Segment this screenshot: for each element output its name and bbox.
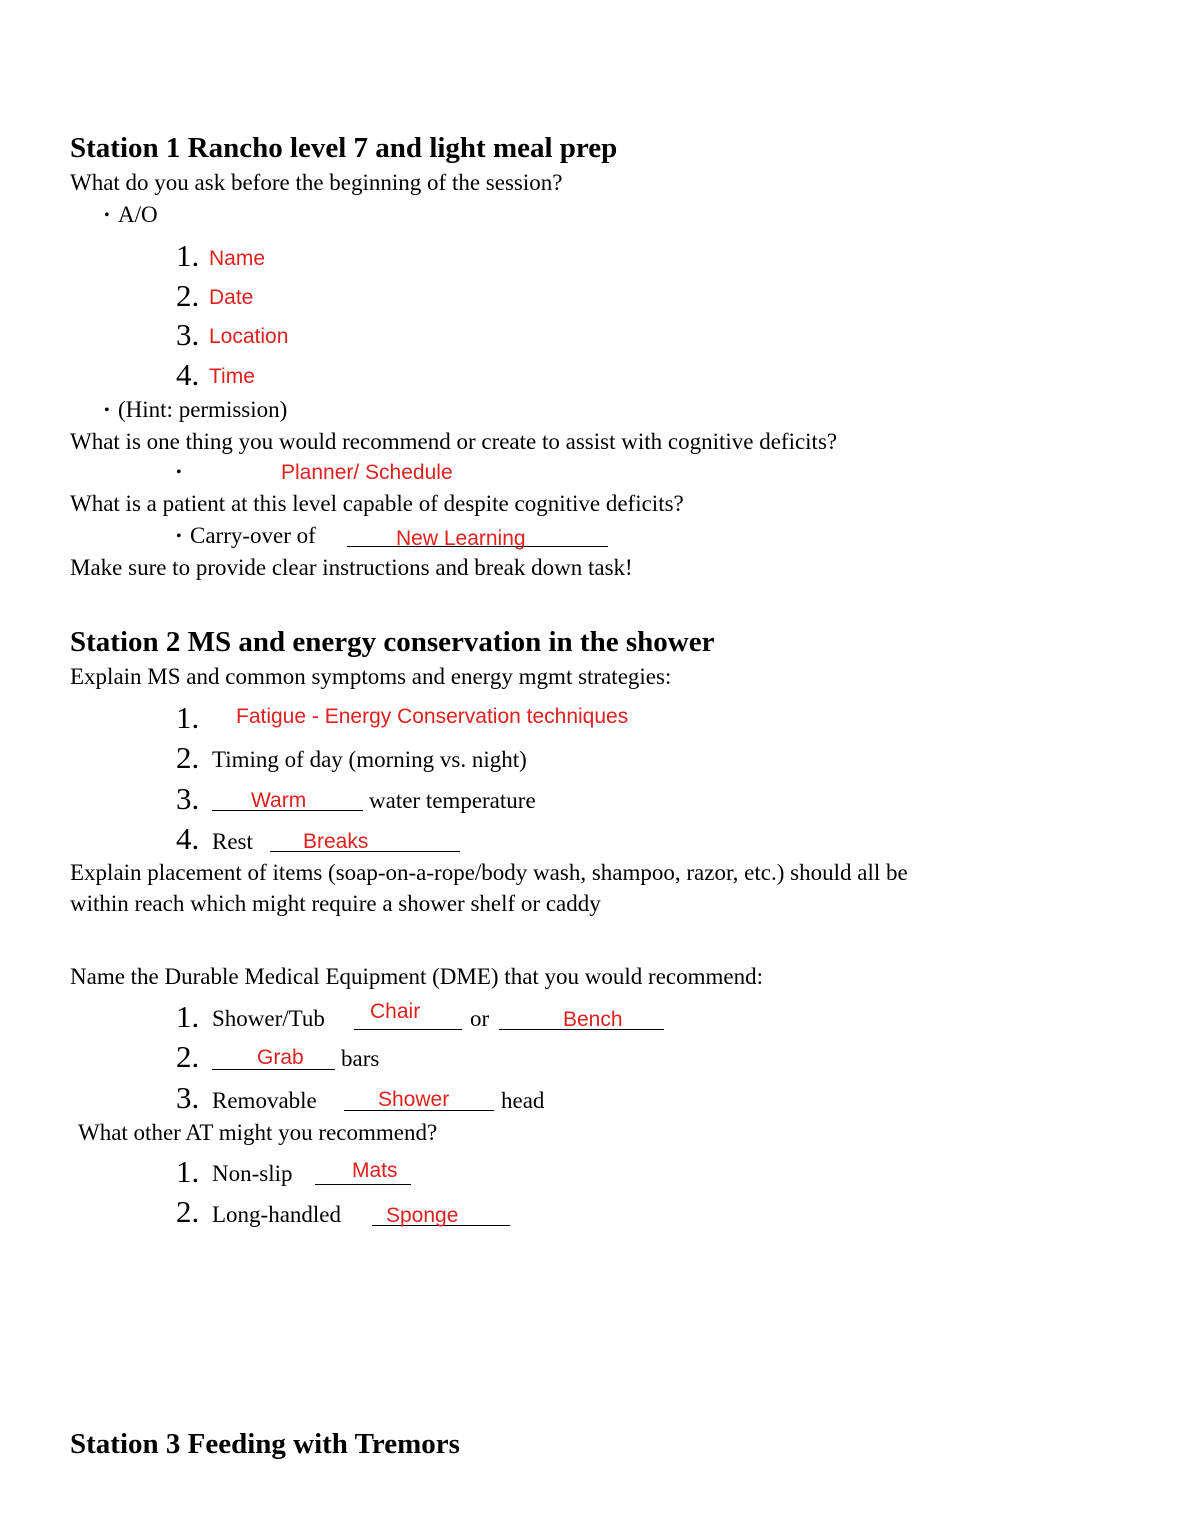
carry-over-label: Carry-over of bbox=[190, 523, 316, 548]
ms-item-rest: Rest bbox=[212, 829, 253, 854]
placement-text-line1: Explain placement of items (soap-on-a-rope/body wash, shampoo, razor, etc.) should all be bbox=[70, 860, 908, 885]
carry-over-answer: New Learning bbox=[396, 527, 526, 550]
at-answer-mats: Mats bbox=[352, 1159, 398, 1182]
at-item-number: 1. bbox=[176, 1154, 200, 1189]
answer-blank bbox=[212, 1069, 335, 1070]
ms-item-water-temperature: water temperature bbox=[369, 788, 536, 813]
dme-question: Name the Durable Medical Equipment (DME) that you would recommend: bbox=[70, 964, 763, 989]
dme-item-number: 3. bbox=[176, 1080, 200, 1115]
ms-item-number: 3. bbox=[176, 781, 200, 816]
ao-item-number: 4. bbox=[176, 357, 200, 392]
bullet-icon: • bbox=[176, 464, 182, 481]
station2-heading: Station 2 MS and energy conservation in the shower bbox=[70, 626, 715, 658]
at-question: What other AT might you recommend? bbox=[78, 1120, 438, 1145]
ao-label: A/O bbox=[118, 202, 158, 227]
hint-text: (Hint: permission) bbox=[118, 397, 288, 422]
dme-item-number: 1. bbox=[176, 999, 200, 1034]
ms-item-number: 2. bbox=[176, 740, 200, 775]
dme-answer-grab: Grab bbox=[257, 1046, 304, 1069]
station3-heading: Station 3 Feeding with Tremors bbox=[70, 1428, 460, 1460]
station1-question-cognitive: What is one thing you would recommend or create to assist with cognitive deficits? bbox=[70, 429, 838, 454]
ao-item-number: 2. bbox=[176, 278, 200, 313]
placement-text-line2: within reach which might require a shower shelf or caddy bbox=[70, 891, 601, 916]
at-long-handled-label: Long-handled bbox=[212, 1202, 342, 1227]
ms-answer-warm: Warm bbox=[251, 789, 307, 812]
dme-shower-tub-label: Shower/Tub bbox=[212, 1006, 325, 1031]
ms-item-number: 1. bbox=[176, 700, 200, 735]
station2-question-ms: Explain MS and common symptoms and energy mgmt strategies: bbox=[70, 664, 672, 689]
bullet-icon: • bbox=[104, 402, 110, 419]
bullet-icon: • bbox=[104, 207, 110, 224]
at-answer-sponge: Sponge bbox=[386, 1204, 459, 1227]
bullet-icon: • bbox=[176, 528, 182, 545]
at-item-number: 2. bbox=[176, 1194, 200, 1229]
dme-bars-label: bars bbox=[341, 1046, 380, 1071]
dme-answer-shower: Shower bbox=[378, 1088, 450, 1111]
dme-item-number: 2. bbox=[176, 1039, 200, 1074]
ms-answer-fatigue: Fatigue - Energy Conservation techniques bbox=[236, 705, 629, 728]
cognitive-answer: Planner/ Schedule bbox=[281, 461, 453, 484]
ao-answer-time: Time bbox=[209, 365, 255, 388]
station1-heading: Station 1 Rancho level 7 and light meal prep bbox=[70, 132, 618, 164]
ao-answer-location: Location bbox=[209, 325, 289, 348]
answer-blank bbox=[354, 1029, 462, 1030]
station1-question-ao: What do you ask before the beginning of the session? bbox=[70, 170, 563, 195]
station1-question-capable: What is a patient at this level capable of despite cognitive deficits? bbox=[70, 491, 684, 516]
dme-removable-label: Removable bbox=[212, 1088, 317, 1113]
ao-item-number: 3. bbox=[176, 317, 200, 352]
ms-item-timing: Timing of day (morning vs. night) bbox=[212, 747, 527, 772]
ao-item-number: 1. bbox=[176, 238, 200, 273]
dme-answer-chair: Chair bbox=[370, 1000, 421, 1023]
ao-answer-date: Date bbox=[209, 286, 254, 309]
station1-instruction: Make sure to provide clear instructions and break down task! bbox=[70, 555, 633, 580]
dme-or-label: or bbox=[470, 1006, 490, 1031]
at-non-slip-label: Non-slip bbox=[212, 1161, 293, 1186]
dme-answer-bench: Bench bbox=[563, 1008, 623, 1031]
ao-answer-name: Name bbox=[209, 247, 266, 270]
dme-head-label: head bbox=[501, 1088, 545, 1113]
answer-blank bbox=[315, 1184, 411, 1185]
ms-item-number: 4. bbox=[176, 821, 200, 856]
ms-answer-breaks: Breaks bbox=[303, 830, 369, 853]
